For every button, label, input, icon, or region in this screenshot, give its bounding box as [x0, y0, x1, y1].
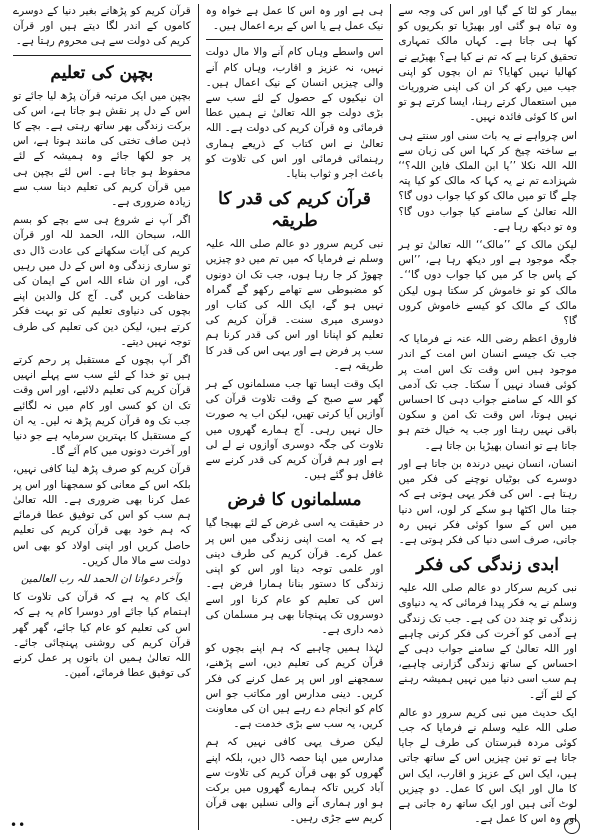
divider [206, 39, 384, 40]
section-heading: مسلمانوں کا فرض [227, 490, 362, 511]
article-columns [6, 4, 584, 826]
paragraph: لہٰذا ہمیں چاہیے کہ ہم اپنے بچوں کو قرآن کریم کی تعلیم دیں، اسے پڑھنے، سمجھنے اور اس پر عمل کرنے کی فکر کریں۔ دینی مدارس اور مکاتب جو اس کام کو انجام دے رہے ہیں ان کی معاونت کریں، یہ سب سے بڑی خدمت ہے۔ [205, 642, 384, 731]
paragraph: فاروق اعظم رضی اللہ عنہ نے فرمایا کہ جب تک جیسے انسان اس امت کے اندر موجود ہیں اس وقت تک اس امت پر کوئی فساد نہیں آ سکتا۔ جب تک آدمی کو اللہ کے سامنے جواب دہی کا احساس نہیں ہوتا، اس وقت تک امن و سکون باقی نہیں رہتا اور جب یہ خیال ختم ہو جاتا ہے تو انسان بھیڑیا بن جاتا ہے۔ [398, 333, 577, 452]
paragraph: اس چرواہے نے یہ بات سنی اور سنتے ہی بے ساختہ چیخ کر کہا اس کی زبان سے اللہ اللہ نکلا ’’یا ابن الملک فاین اللہ؟‘‘ شہزادے تم نے یہ کہا کہ مالک کو کیا پتہ چلے گا تو میں مالک کو کیا جواب دوں گا؟ اللہ تعالیٰ کے سامنے کیا جواب دوں گا؟ وہ تو دیکھ رہا ہے۔ [398, 129, 577, 233]
divider [13, 55, 191, 56]
paragraph: بچپن میں ایک مرتبہ قرآن پڑھ لیا جائے تو اس کے دل پر نقش ہو جاتا ہے، اس کی برکت زندگی بھر ساتھ رہتی ہے۔ بچے کا ذہن صاف تختی کی مانند ہوتا ہے، اس پر جو لکھا جائے وہ ہمیشہ کے لئے محفوظ ہو جاتا ہے۔ اس لئے بچپن ہی میں قرآن کریم کی تعلیم دینا سب سے زیادہ ضروری ہے۔ [13, 89, 191, 209]
column-right [391, 4, 584, 830]
section-heading: بچپن کی تعلیم [50, 62, 154, 83]
paragraph: در حقیقت یہ اسی غرض کے لئے بھیجا گیا ہے کہ یہ امت اپنی زندگی میں اس پر عمل کرے۔ قرآن کریم کی طرف دینی اور علمی توجہ دینا اور اس کو اپنی زندگی کا دستور بنانا ہمارا فرض ہے۔ اس کی تعلیم کو عام کرنا اور اسے دوسروں تک پہنچانا بھی ہر مسلمان کی ذمہ داری ہے۔ [205, 517, 384, 636]
closing-line: وآخر دعوانا ان الحمد للہ رب العالمین [20, 572, 183, 585]
column-left [6, 4, 199, 830]
footer-ornament: •• [10, 818, 27, 832]
paragraph: انسان، انسان نہیں درندہ بن جاتا ہے اور دوسرے کی بوٹیاں نوچنے کی فکر میں رہتا ہے۔ اس کی فکر یہی ہوتی ہے کہ جتنا مال اکٹھا ہو سکے کر لوں، اس دنیا میں اس کے سوا کوئی فکر نہیں رہ جاتی، صرف اسی دنیا کی فکر ہوتی ہے۔ [398, 457, 577, 546]
paragraph: قرآن کریم کو صرف پڑھ لینا کافی نہیں، بلکہ اس کے معانی کو سمجھنا اور اس پر عمل کرنا بھی ضروری ہے۔ اللہ تعالیٰ ہم سب کو اس کی توفیق عطا فرمائے کہ ہم خود بھی قرآن کریم کی تعلیم حاصل کریں اور اپنی اولاد کو بھی اس دولت سے مالا مال کریں۔ [13, 463, 191, 567]
paragraph: اگر آپ بچوں کے مستقبل پر رحم کرتے ہیں تو خدا کے لئے سب سے پہلے انہیں قرآن کریم کی تعلیم دلائیے، اور اس وقت تک ان کو کسی اور کام میں نہ لگائیے جب تک وہ قرآن کریم پڑھ نہ لیں۔ یہ ان کے مستقبل کا بہترین سرمایہ ہے جو دنیا اور آخرت دونوں میں کام آئے گا۔ [13, 354, 191, 458]
paragraph: ایک وقت ایسا تھا جب مسلمانوں کے ہر گھر سے صبح کے وقت تلاوت قرآن کی آوازیں آیا کرتی تھیں، لیکن اب یہ صورت حال نہیں رہی۔ آج ہمارے گھروں میں تلاوت کی جگہ دوسری آوازوں نے لے لی ہے اور ہم قرآن کریم کی قدر کرنے سے غافل ہو گئے ہیں۔ [205, 378, 384, 482]
paragraph: ایک حدیث میں نبی کریم سرور دو عالم صلی اللہ علیہ وسلم نے فرمایا کہ جب کوئی مردہ قبرستان کی طرف لے جایا جاتا ہے تو تین چیزیں اس کے ساتھ جاتی ہیں، ایک اس کے عزیز و اقارب، ایک اس کا مال اور ایک اس کا عمل۔ دو چیزیں لوٹ آتی ہیں اور ایک ساتھ رہ جاتی ہے اور وہ اس کا عمل ہے۔ [398, 706, 577, 826]
column-middle [199, 4, 392, 830]
paragraph: قرآن کریم کو پڑھانے بغیر دنیا کے دوسرے کاموں کے اندر لگا دیتے ہیں اور قرآن کریم کی دولت سے ہی محروم رہتا ہے۔ [13, 5, 191, 48]
section-heading: قرآن کریم کی قدر کا طریقہ [218, 189, 371, 232]
paragraph: لیکن صرف یہی کافی نہیں کہ ہم مدارس میں اپنا حصہ ڈال دیں، بلکہ اپنے گھروں کو بھی قرآن کریم کی تلاوت سے آباد کریں تاکہ ہمارے گھروں میں برکت ہو اور ہماری آنے والی نسلیں بھی قرآن کریم سے جڑی رہیں۔ [205, 736, 384, 825]
paragraph: نبی کریم سرکار دو عالم صلی اللہ علیہ وسلم نے یہ فکر پیدا فرمائی کہ یہ دنیاوی زندگی تو چند دن کی ہے۔ جب تک زندگی ہے آدمی کو آخرت کی فکر کرنی چاہیے اور اللہ تعالیٰ کے سامنے جواب دہی کے احساس کے ساتھ زندگی گزارنی چاہیے، ہم سب اسی دنیا میں نہیں ہمیشہ رہنے کے لئے آئے۔ [398, 582, 577, 701]
paragraph: لیکن مالک کے ’’مالک‘‘ اللہ تعالیٰ تو ہر جگہ موجود ہے اور دیکھ رہا ہے، ’’اس کے پاس جا کر میں کیا جواب دوں گا‘‘۔ مالک کو تو خاموش کر سکتا ہوں لیکن مالک کے مالک کو کیسے خاموش کروں گا؟ [398, 239, 577, 328]
paragraph: اگر آپ نے شروع ہی سے بچے کو بسم اللہ، سبحان اللہ، الحمد للہ اور قرآن کریم کی آیات سکھانے کی عادت ڈال دی تو ساری زندگی وہ اس کے دل میں رہیں گی، اور ان شاء اللہ اس کے ایمان کی حفاظت کریں گی۔ آج کل والدین اپنے بچوں کی دنیاوی تعلیم کی تو بہت فکر کرتے ہیں، لیکن دین کی تعلیم کی طرف توجہ نہیں دیتے۔ [13, 214, 191, 348]
section-heading: ابدی زندگی کی فکر [416, 555, 560, 576]
paragraph: بیمار کو لٹا کے گیا اور اس کی وجہ سے وہ تباہ ہو گئی اور بھیڑیا تو بکریوں کو کھا ہی جاتا ہے۔ کہاں مالک تمہاری تحقیق کرتا ہے کہ تم نے کیا ہے؟ بھیڑیے نے کھالیا نہیں کھایا؟ تم ان بچوں کو اپنی جیب میں رکھ کر ان کی اپنی ضروریات میں استعمال کرتے رہنا، ایسا کرتے ہو تو اس کا کوئی فائدہ نہیں۔ [398, 5, 577, 124]
paragraph: ایک کام یہ ہے کہ قرآن کی تلاوت کا اہتمام کیا جائے اور دوسرا کام یہ ہے کہ اس کی تعلیم کو عام کیا جائے، گھر گھر قرآن کریم کی روشنی پہنچائی جائے۔ اللہ تعالیٰ ہمیں ان باتوں پر عمل کرنے کی توفیق عطا فرمائے، آمین۔ [13, 591, 191, 680]
paragraph: نبی کریم سرور دو عالم صلی اللہ علیہ وسلم نے فرمایا کہ میں تم میں دو چیزیں چھوڑ کر جا رہا ہوں، جب تک ان دونوں کو مضبوطی سے تھامے رکھو گے گمراہ نہیں ہو گے، ایک اللہ کی کتاب اور دوسری میری سنت۔ قرآن کریم کی تعلیم کو اپنانا اور اس کی قدر کرنا ہم سب پر فرض ہے اور یہی اس کی قدر کا طریقہ ہے۔ [205, 238, 384, 372]
paragraph: اس واسطے وہاں کام آنے والا مال دولت نہیں، نہ عزیز و اقارب، وہاں کام آنے والی چیزیں انسان کے نیک اعمال ہیں۔ ان نیکیوں کے حصول کے لئے سب سے بڑی دولت جو اللہ تعالیٰ نے ہمیں عطا فرمائی وہ قرآن کریم کی دولت ہے۔ اللہ تعالیٰ نے اس کتاب کے ذریعے ہماری رہنمائی فرمائی اور اس کی تلاوت کو باعث اجر و ثواب بنایا۔ [205, 46, 384, 181]
page-number-circle-icon [564, 818, 580, 834]
paragraph: ہی ہے اور وہ اس کا عمل ہے خواہ وہ نیک عمل ہے یا اس کے برے اعمال ہیں۔ [205, 5, 384, 33]
